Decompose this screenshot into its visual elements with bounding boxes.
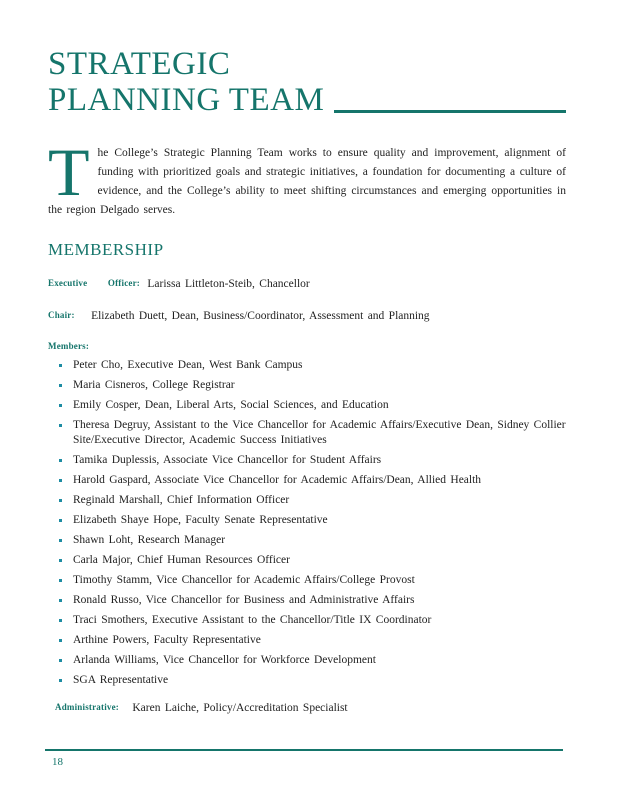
chair-label: Chair:	[48, 310, 75, 320]
member-list-item: Elizabeth Shaye Hope, Faculty Senate Representative	[48, 513, 566, 528]
member-list-item: Traci Smothers, Executive Assistant to the Chancellor/Title IX Coordinator	[48, 613, 566, 628]
administrative-value: Karen Laiche, Policy/Accreditation Specialist	[132, 702, 348, 714]
member-list-item: Arthine Powers, Faculty Representative	[48, 633, 566, 648]
member-list-item: Emily Cosper, Dean, Liberal Arts, Social Sciences, and Education	[48, 398, 566, 413]
page-title-line2-wrap	[48, 82, 566, 118]
membership-heading: MEMBERSHIP	[48, 240, 164, 259]
page-title-line2: PLANNING TEAM	[48, 82, 325, 118]
page-title-line1: STRATEGIC	[48, 46, 231, 82]
member-list-item: Theresa Degruy, Assistant to the Vice Chancellor for Academic Affairs/Executive Dean, Sidney Collier Site/Executive Director, Academic Success Initiatives	[48, 418, 566, 448]
footer-rule	[45, 749, 563, 751]
member-list-item: Timothy Stamm, Vice Chancellor for Academic Affairs/College Provost	[48, 573, 566, 588]
page-title	[48, 46, 566, 118]
member-list-item: Tamika Duplessis, Associate Vice Chancellor for Student Affairs	[48, 453, 566, 468]
member-list-item: Arlanda Williams, Vice Chancellor for Workforce Development	[48, 653, 566, 668]
member-list-item: Ronald Russo, Vice Chancellor for Business and Administrative Affairs	[48, 593, 566, 608]
page-content	[48, 0, 566, 716]
chair-row	[48, 308, 566, 324]
executive-officer-value: Larissa Littleton-Steib, Chancellor	[147, 278, 310, 290]
member-list-item: Carla Major, Chief Human Resources Officer	[48, 553, 566, 568]
administrative-label: Administrative:	[55, 702, 119, 712]
title-underline-rule	[334, 110, 566, 113]
drop-cap: T	[48, 134, 90, 210]
member-list-item: Peter Cho, Executive Dean, West Bank Campus	[48, 358, 566, 373]
member-list-item: Maria Cisneros, College Registrar	[48, 378, 566, 393]
member-list-item: Reginald Marshall, Chief Information Officer	[48, 493, 566, 508]
executive-officer-row	[48, 276, 566, 292]
administrative-row	[48, 700, 566, 716]
chair-value: Elizabeth Duett, Dean, Business/Coordinator, Assessment and Planning	[91, 310, 430, 322]
members-list	[48, 358, 566, 688]
intro-text: he College’s Strategic Planning Team works to ensure quality and improvement, alignment of funding with prioritized goals and strategic initiatives, a foundation for documenting a culture of evidence, and the College’s ability to meet shifting circumstances and emerging opportunities in the region Delgado serves.	[48, 147, 566, 216]
page-footer	[45, 749, 563, 768]
intro-paragraph	[48, 134, 566, 220]
member-list-item: SGA Representative	[48, 673, 566, 688]
member-list-item: Shawn Loht, Research Manager	[48, 533, 566, 548]
member-list-item: Harold Gaspard, Associate Vice Chancellor for Academic Affairs/Dean, Allied Health	[48, 473, 566, 488]
executive-officer-label: Executive Officer:	[48, 278, 140, 288]
members-label: Members:	[48, 341, 90, 351]
page-number: 18	[52, 756, 63, 768]
